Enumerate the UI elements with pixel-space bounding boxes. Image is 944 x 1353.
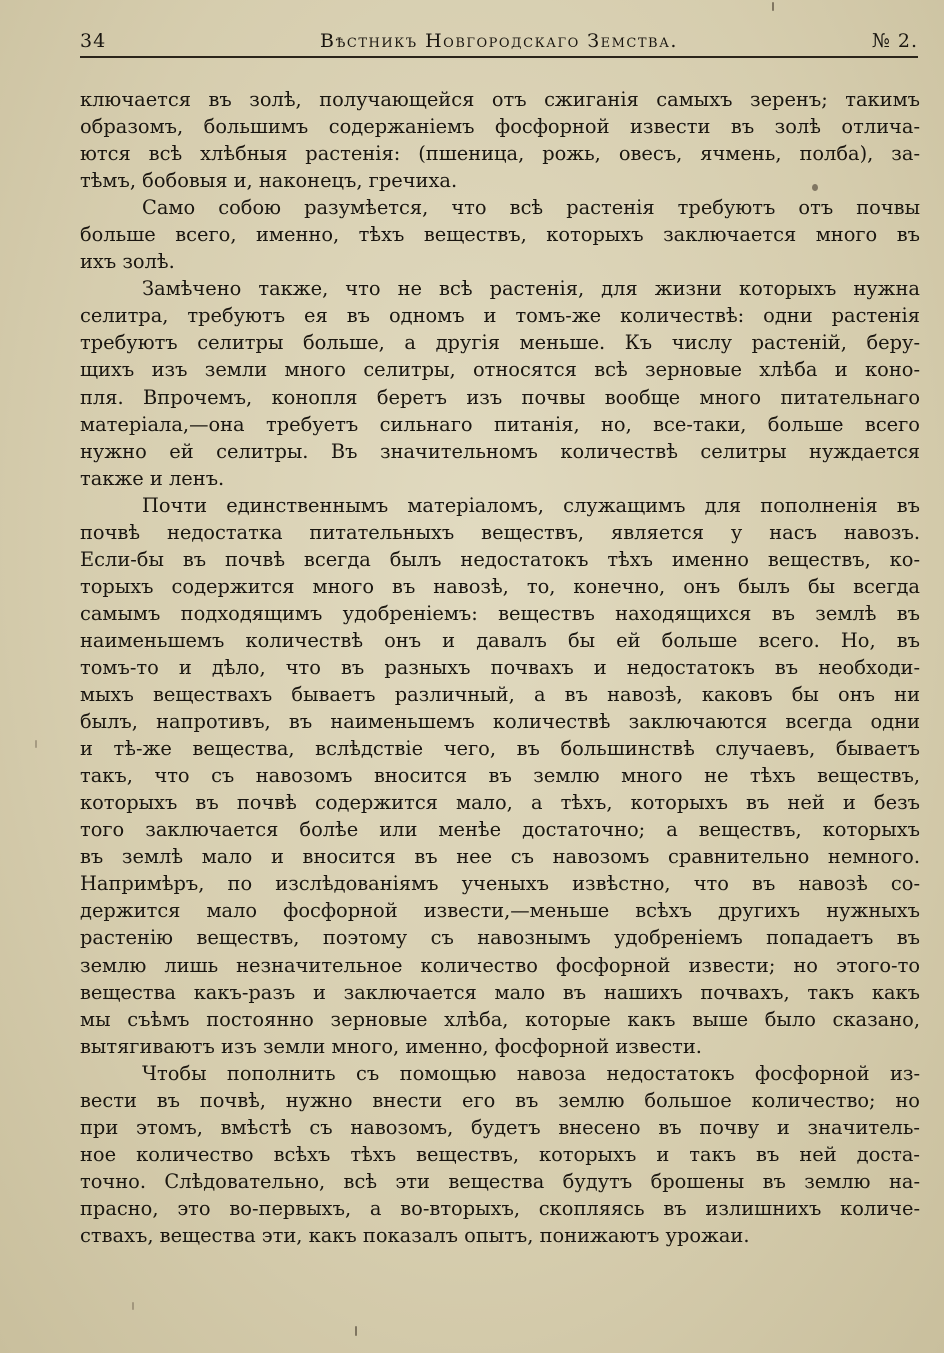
text-line: ются всѣ хлѣбныя растенія: (пшеница, рожь, овесъ, ячмень, полба), за- [80, 142, 920, 166]
text-line: матеріала,—она требуетъ сильнаго питанія, но, все-таки, больше всего [80, 412, 920, 436]
text-line: мы съѣмъ постоянно зерновые хлѣба, которые какъ выше было сказано, [80, 1007, 920, 1031]
text-line: образомъ, большимъ содержаніемъ фосфорной извести въ золѣ отлича- [80, 115, 920, 139]
text-line: ихъ золѣ. [80, 250, 175, 274]
text-line: Почти единственнымъ матеріаломъ, служащимъ для пополненія въ [142, 493, 920, 517]
text-line: и тѣ-же вещества, вслѣдствіе чего, въ большинствѣ случаевъ, бываетъ [80, 737, 920, 761]
text-line: землю лишь незначительное количество фосфорной извести; но этого-то [80, 953, 920, 977]
text-line: точно. Слѣдовательно, всѣ эти вещества будутъ брошены въ землю на- [80, 1169, 920, 1193]
text-line: пля. Впрочемъ, конопля беретъ изъ почвы вообще много питательнаго [80, 385, 920, 409]
text-line: тѣмъ, бобовыя и, наконецъ, гречиха. [80, 169, 458, 193]
text-line: селитра, требуютъ ея въ одномъ и томъ-же количествѣ: одни растенія [80, 304, 920, 328]
print-speck [132, 1302, 134, 1310]
text-line: ное количество всѣхъ тѣхъ веществъ, которыхъ и такъ въ ней доста- [80, 1142, 920, 1166]
paragraph [80, 86, 920, 194]
text-line: прасно, это во-первыхъ, а во-вторыхъ, скопляясь въ излишнихъ количе- [80, 1196, 920, 1220]
text-line: вести въ почвѣ, нужно внести его въ землю большое количество; но [80, 1088, 920, 1112]
print-speck [355, 1326, 357, 1336]
paragraph [80, 1060, 920, 1249]
text-line: Если-бы въ почвѣ всегда былъ недостатокъ тѣхъ именно веществъ, ко- [80, 547, 920, 571]
text-line: растенію веществъ, поэтому съ навознымъ удобреніемъ попадаетъ въ [80, 926, 920, 950]
text-line: такъ, что съ навозомъ вносится въ землю много не тѣхъ веществъ, [80, 764, 920, 788]
paragraph [80, 194, 920, 275]
article-body [80, 86, 920, 1249]
text-line: щихъ изъ земли много селитры, относятся всѣ зерновые хлѣба и коно- [80, 358, 920, 382]
text-line: вытягиваютъ изъ земли много, именно, фосфорной извести. [80, 1034, 702, 1058]
text-line: при этомъ, вмѣстѣ съ навозомъ, будетъ внесено въ почву и значитель- [80, 1115, 920, 1139]
paragraph [80, 492, 920, 1060]
print-speck [812, 184, 818, 191]
text-line: нужно ей селитры. Въ значительномъ количествѣ селитры нуждается [80, 439, 920, 463]
print-speck [772, 2, 774, 11]
text-line: наименьшемъ количествѣ онъ и давалъ бы ей больше всего. Но, въ [80, 628, 920, 652]
text-line: Само собою разумѣется, что всѣ растенія требуютъ отъ почвы [142, 196, 920, 220]
text-line: томъ-то и дѣло, что въ разныхъ почвахъ и недостатокъ въ необходи- [80, 655, 920, 679]
text-line: Чтобы пополнить съ помощью навоза недостатокъ фосфорной из- [142, 1061, 920, 1085]
page-number: 34 [80, 30, 107, 52]
text-line: въ землѣ мало и вносится въ нее съ навозомъ сравнительно немного. [80, 845, 920, 869]
paragraph [80, 275, 920, 491]
print-speck [35, 740, 37, 748]
issue-number: № 2. [871, 30, 918, 52]
text-line: держится мало фосфорной извести,—меньше всѣхъ другихъ нужныхъ [80, 899, 920, 923]
text-line: Напримѣръ, по изслѣдованіямъ ученыхъ извѣстно, что въ навозѣ со- [80, 872, 920, 896]
text-line: почвѣ недостатка питательныхъ веществъ, является у насъ навозъ. [80, 520, 920, 544]
text-line: требуютъ селитры больше, а другія меньше. Къ числу растеній, беру- [80, 331, 920, 355]
text-line: того заключается болѣе или менѣе достаточно; а веществъ, которыхъ [80, 818, 920, 842]
text-line: которыхъ въ почвѣ содержится мало, а тѣхъ, которыхъ въ ней и безъ [80, 791, 920, 815]
text-line: больше всего, именно, тѣхъ веществъ, которыхъ заключается много въ [80, 223, 920, 247]
text-line: ключается въ золѣ, получающейся отъ сжиганія самыхъ зеренъ; такимъ [80, 88, 920, 111]
running-header [80, 26, 918, 58]
text-line: также и ленъ. [80, 466, 225, 490]
text-line: ствахъ, вещества эти, какъ показалъ опытъ, понижаютъ урожаи. [80, 1223, 750, 1247]
text-line: торыхъ содержится много въ навозѣ, то, конечно, онъ былъ бы всегда [80, 574, 920, 598]
text-line: вещества какъ-разъ и заключается мало въ нашихъ почвахъ, такъ какъ [80, 980, 920, 1004]
header-rule [80, 56, 918, 58]
text-line: былъ, напротивъ, въ наименьшемъ количествѣ заключаются всегда одни [80, 710, 920, 734]
text-line: самымъ подходящимъ удобреніемъ: веществъ находящихся въ землѣ въ [80, 601, 920, 625]
text-line: Замѣчено также, что не всѣ растенія, для жизни которыхъ нужна [142, 277, 920, 301]
journal-title: Вѣстникъ Новгородскаго Земства. [320, 30, 678, 52]
text-line: мыхъ веществахъ бываетъ различный, а въ навозѣ, каковъ бы онъ ни [80, 683, 920, 707]
